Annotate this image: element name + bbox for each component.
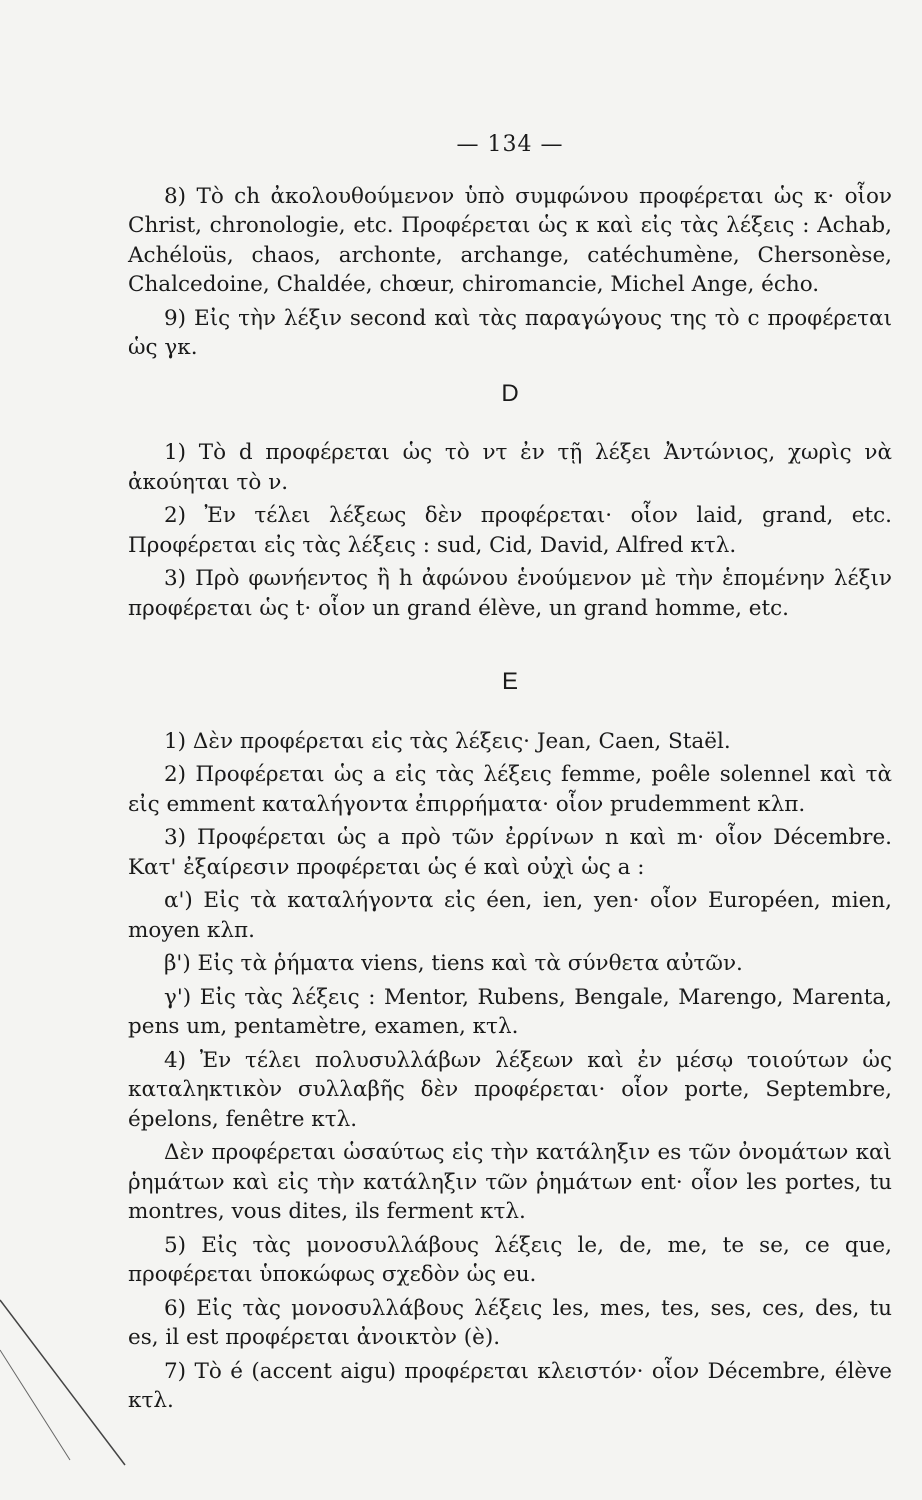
- page: [128, 130, 892, 1420]
- paragraph-e-2: 2) Προφέρεται ὡς a εἰς τὰς λέξεις femme, poêle solennel καὶ τὰ εἰς emment καταλήγοντα ἐπιρρήματα· οἷον prudemment κλπ.: [128, 762, 892, 817]
- paragraph-d-2: 2) Ἐν τέλει λέξεως δὲν προφέρεται· οἷον laid, grand, etc. Προφέρεται εἰς τὰς λέξεις : sud, Cid, David, Alfred κτλ.: [128, 503, 892, 558]
- paragraph-e-7: 7) Τὸ é (accent aigu) προφέρεται κλειστόν· οἷον Décembre, élève κτλ.: [128, 1358, 892, 1413]
- paragraph-c-8: 8) Τὸ ch ἀκολουθούμενον ὑπὸ συμφώνου προφέρεται ὡς κ· οἷον Christ, chronologie, etc. Προφέρεται ὡς κ καὶ εἰς τὰς λέξεις : Achab, Achéloüs, chaos, archonte, archange, catéchumène, Chersonèse, Chalcedoine, Chaldée, chœur, chiromancie, Michel Ange, écho.: [128, 183, 892, 297]
- paragraph-e-5: 5) Εἰς τὰς μονοσυλλάβους λέξεις le, de, me, te se, ce que, προφέρεται ὑποκώφως σχεδὸν ὡς eu.: [128, 1232, 892, 1287]
- paragraph-e-1: 1) Δὲν προφέρεται εἰς τὰς λέξεις· Jean, Caen, Staël.: [164, 728, 731, 754]
- paragraph-e-3a: α') Εἰς τὰ καταλήγοντα εἰς éen, ien, yen· οἷον Européen, mien, moyen κλπ.: [128, 888, 892, 943]
- paragraph-e-3: 3) Προφέρεται ὡς a πρὸ τῶν ἐρρίνων n καὶ m· οἷον Décembre. Κατ' ἐξαίρεσιν προφέρεται ὡς é καὶ οὐχὶ ὡς a :: [128, 825, 892, 880]
- paragraph-e-4: 4) Ἐν τέλει πολυσυλλάβων λέξεων καὶ ἐν μέσῳ τοιούτων ὡς καταληκτικὸν συλλαβῆς δὲν προφέρεται· οἷον porte, Septembre, épelons, fenêtre κτλ.: [128, 1047, 892, 1132]
- section-heading-d: D: [501, 379, 519, 407]
- section-heading-e: E: [501, 668, 518, 695]
- paragraph-e-4-note: Δὲν προφέρεται ὡσαύτως εἰς τὴν κατάληξιν es τῶν ὀνομάτων καὶ ῥημάτων καὶ εἰς τὴν κατάληξιν τῶν ῥημάτων ent· οἷον les portes, tu montres, vous dites, ils ferment κτλ.: [128, 1140, 892, 1224]
- margin-pencil-line: [0, 1290, 130, 1470]
- paragraph-e-3c: γ') Εἰς τὰς λέξεις : Mentor, Rubens, Bengale, Marengo, Marenta, pens um, pentamètre, examen, κτλ.: [128, 984, 892, 1039]
- paragraph-d-1: 1) Τὸ d προφέρεται ὡς τὸ ντ ἐν τῇ λέξει Ἀντώνιος, χωρὶς νὰ ἀκούηται τὸ ν.: [128, 440, 892, 495]
- paragraph-e-3b: β') Εἰς τὰ ῥήματα viens, tiens καὶ τὰ σύνθετα αὐτῶν.: [164, 951, 743, 976]
- paragraph-c-9: 9) Εἰς τὴν λέξιν second καὶ τὰς παραγώγους της τὸ c προφέρεται ὡς γκ.: [128, 305, 892, 360]
- page-number: — 134 —: [456, 132, 564, 157]
- paragraph-d-3: 3) Πρὸ φωνήεντος ἢ h ἀφώνου ἑνούμενον μὲ τὴν ἑπομένην λέξιν προφέρεται ὡς t· οἷον un grand élève, un grand homme, etc.: [128, 566, 892, 621]
- paragraph-e-6: 6) Εἰς τὰς μονοσυλλάβους λέξεις les, mes, tes, ses, ces, des, tu es, il est προφέρεται ἀνοικτὸν (è).: [128, 1295, 892, 1350]
